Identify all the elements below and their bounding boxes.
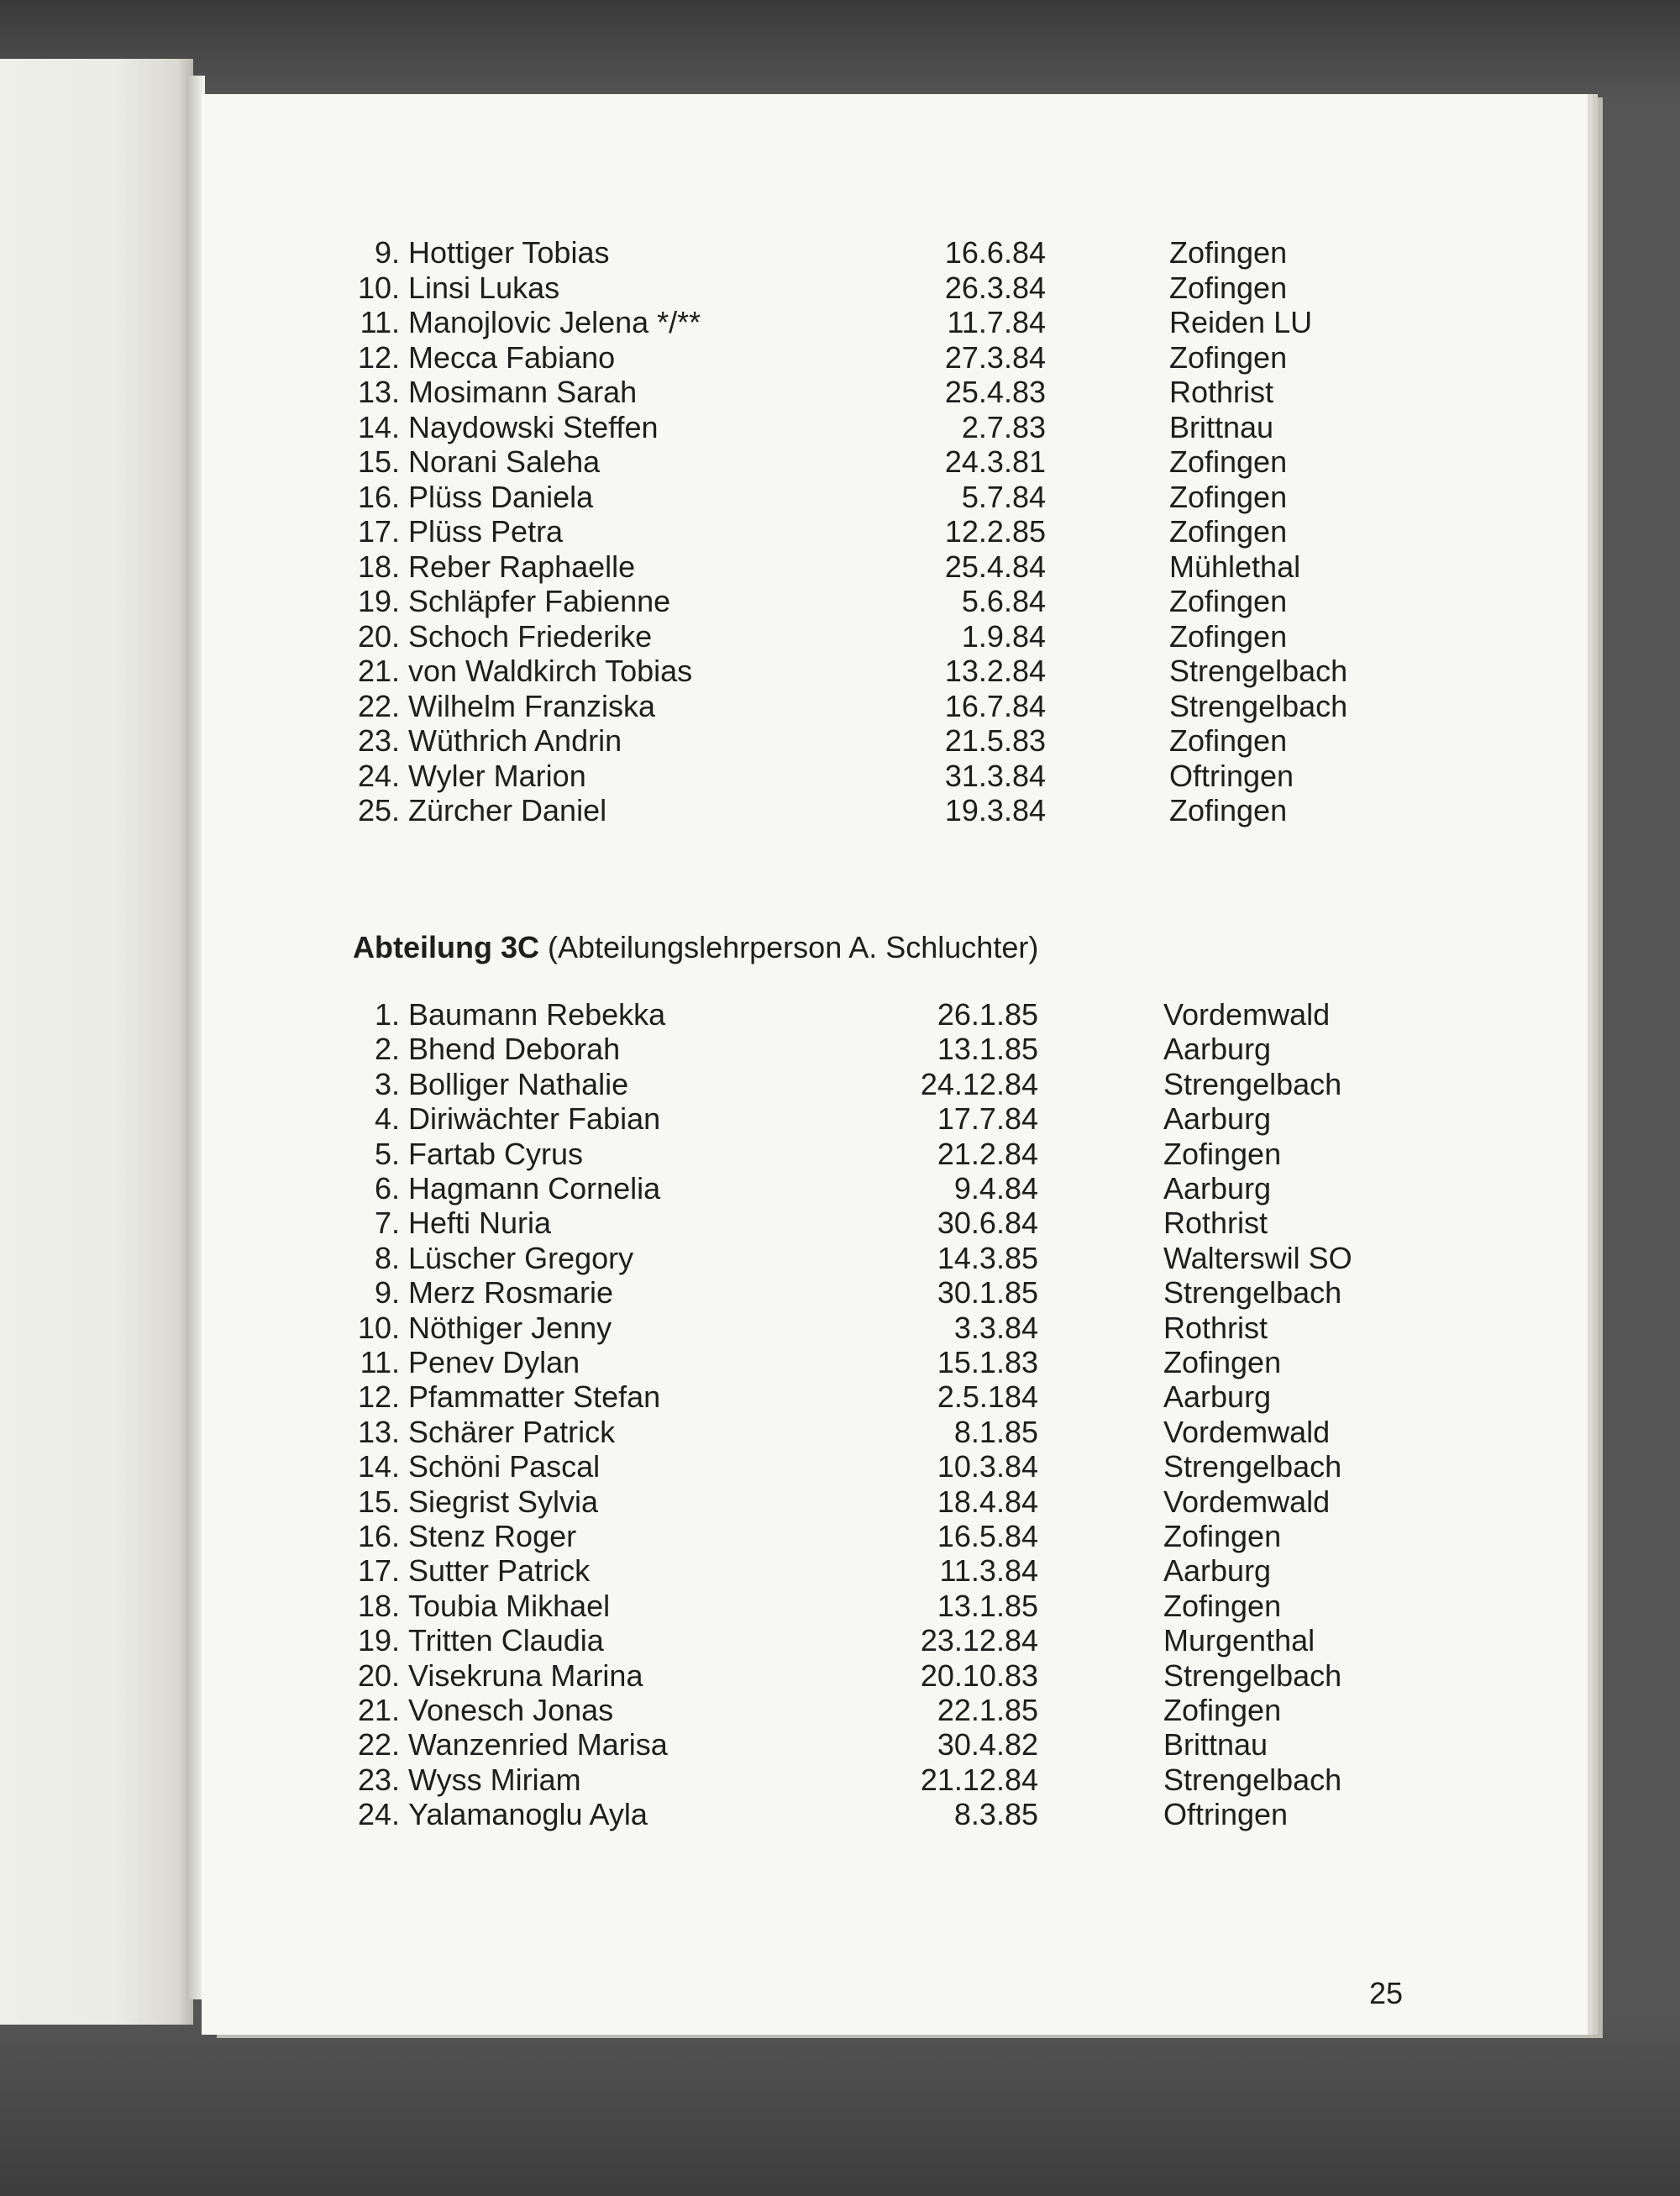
entry-number: 17. xyxy=(357,1553,400,1589)
entry-number: 15. xyxy=(357,1484,400,1519)
student-name: Linsi Lukas xyxy=(408,270,560,305)
home-town: Vordemwald xyxy=(1163,1484,1331,1519)
student-name: Bhend Deborah xyxy=(408,1032,621,1067)
list-item xyxy=(346,1484,1438,1520)
list-item xyxy=(346,1171,1438,1206)
list-item xyxy=(346,1553,1438,1589)
student-name: Hefti Nuria xyxy=(408,1206,552,1241)
entry-number: 8. xyxy=(374,1240,400,1275)
entry-number: 19. xyxy=(357,1623,400,1658)
entry-number: 10. xyxy=(357,270,400,305)
student-name: Lüscher Gregory xyxy=(408,1240,634,1275)
birth-date: 19.3.84 xyxy=(944,793,1046,827)
entry-number: 5. xyxy=(374,1136,400,1171)
home-town: Zofingen xyxy=(1169,339,1288,375)
home-town: Aarburg xyxy=(1163,1553,1272,1589)
birth-date: 8.3.85 xyxy=(953,1797,1038,1832)
list-item xyxy=(346,271,1438,306)
list-item xyxy=(346,1693,1438,1728)
entry-number: 21. xyxy=(357,654,400,688)
birth-date: 1.9.84 xyxy=(961,618,1046,654)
list-item xyxy=(346,619,1438,654)
entry-number: 16. xyxy=(357,479,400,514)
list-item xyxy=(346,235,1438,271)
list-item xyxy=(346,1623,1438,1658)
list-item xyxy=(346,759,1438,794)
home-town: Aarburg xyxy=(1163,1171,1272,1206)
entry-number: 9. xyxy=(374,235,400,270)
student-name: Vonesch Jonas xyxy=(408,1693,614,1727)
birth-date: 21.2.84 xyxy=(937,1136,1038,1171)
home-town: Rothrist xyxy=(1169,375,1274,409)
birth-date: 9.4.84 xyxy=(953,1171,1038,1206)
birth-date: 21.5.83 xyxy=(944,723,1046,758)
birth-date: 30.1.85 xyxy=(937,1275,1038,1311)
student-name: Naydowski Steffen xyxy=(408,409,659,444)
entry-number: 22. xyxy=(357,1727,400,1763)
birth-date: 15.1.83 xyxy=(937,1345,1038,1379)
student-name: Baumann Rebekka xyxy=(408,997,666,1032)
entry-number: 17. xyxy=(357,514,400,549)
entry-number: 6. xyxy=(374,1171,400,1206)
student-name: Hagmann Cornelia xyxy=(408,1171,661,1206)
birth-date: 22.1.85 xyxy=(937,1693,1038,1727)
home-town: Zofingen xyxy=(1169,793,1288,827)
student-name: Zürcher Daniel xyxy=(408,793,607,827)
birth-date: 13.2.84 xyxy=(944,654,1046,688)
list-item xyxy=(346,1311,1438,1346)
list-item xyxy=(346,480,1438,515)
entry-number: 15. xyxy=(357,444,400,479)
home-town: Zofingen xyxy=(1163,1693,1282,1727)
student-name: Wanzenried Marisa xyxy=(408,1727,668,1763)
home-town: Strengelbach xyxy=(1163,1658,1342,1693)
list-item xyxy=(346,444,1438,480)
student-name: Nöthiger Jenny xyxy=(408,1310,612,1345)
list-item xyxy=(346,1519,1438,1554)
entry-number: 19. xyxy=(357,584,400,618)
entry-number: 22. xyxy=(357,688,400,723)
entry-number: 14. xyxy=(357,1449,400,1484)
list-item xyxy=(346,410,1438,445)
list-item xyxy=(346,1101,1438,1137)
entry-number: 24. xyxy=(357,1797,400,1832)
student-name: Plüss Petra xyxy=(408,514,564,549)
student-name: Schläpfer Fabienne xyxy=(408,584,671,618)
list-item xyxy=(346,1032,1438,1067)
home-town: Zofingen xyxy=(1169,479,1288,514)
birth-date: 5.7.84 xyxy=(961,479,1046,514)
list-item xyxy=(346,1379,1438,1415)
entry-number: 2. xyxy=(374,1032,400,1067)
home-town: Strengelbach xyxy=(1163,1066,1342,1101)
entry-number: 13. xyxy=(357,1414,400,1449)
home-town: Zofingen xyxy=(1169,514,1288,549)
section-title: Abteilung 3C xyxy=(353,930,539,964)
entry-number: 20. xyxy=(357,618,400,654)
student-name: Tritten Claudia xyxy=(408,1623,604,1658)
entry-number: 23. xyxy=(357,723,400,758)
list-item xyxy=(346,1345,1438,1380)
home-town: Zofingen xyxy=(1169,444,1288,479)
list-item xyxy=(346,1763,1438,1798)
home-town: Rothrist xyxy=(1163,1206,1268,1241)
birth-date: 24.12.84 xyxy=(920,1066,1038,1101)
birth-date: 21.12.84 xyxy=(920,1762,1038,1797)
student-name: Reber Raphaelle xyxy=(408,549,636,584)
student-name: Siegrist Sylvia xyxy=(408,1484,599,1519)
student-name: Schärer Patrick xyxy=(408,1414,616,1449)
entry-number: 7. xyxy=(374,1206,400,1241)
birth-date: 2.7.83 xyxy=(961,409,1046,444)
birth-date: 16.7.84 xyxy=(944,688,1046,723)
birth-date: 31.3.84 xyxy=(944,758,1046,793)
list-item xyxy=(346,1241,1438,1276)
birth-date: 2.5.184 xyxy=(937,1379,1038,1415)
student-name: Sutter Patrick xyxy=(408,1553,591,1589)
list-item xyxy=(346,1449,1438,1484)
student-name: Plüss Daniela xyxy=(408,479,594,514)
birth-date: 24.3.81 xyxy=(944,444,1046,479)
student-name: Wyss Miriam xyxy=(408,1762,581,1797)
list-item xyxy=(346,1275,1438,1311)
list-item xyxy=(346,549,1438,585)
entry-number: 23. xyxy=(357,1762,400,1797)
list-item xyxy=(346,1797,1438,1832)
student-name: Yalamanoglu Ayla xyxy=(408,1797,648,1832)
entry-number: 18. xyxy=(357,1588,400,1623)
home-town: Oftringen xyxy=(1169,758,1294,793)
entry-number: 12. xyxy=(357,339,400,375)
entry-number: 11. xyxy=(360,1345,400,1379)
home-town: Zofingen xyxy=(1163,1136,1282,1171)
student-name: Hottiger Tobias xyxy=(408,235,610,270)
student-name: Mosimann Sarah xyxy=(408,375,638,409)
student-name: Penev Dylan xyxy=(408,1345,580,1379)
home-town: Murgenthal xyxy=(1163,1623,1315,1658)
entry-number: 18. xyxy=(357,549,400,584)
student-name: Wilhelm Franziska xyxy=(408,688,656,723)
home-town: Mühlethal xyxy=(1169,549,1301,584)
page-number: 25 xyxy=(1369,1976,1404,2010)
home-town: Zofingen xyxy=(1169,723,1288,758)
list-item xyxy=(346,1206,1438,1241)
list-item xyxy=(346,689,1438,724)
home-town: Strengelbach xyxy=(1163,1449,1342,1484)
student-name: Wüthrich Andrin xyxy=(408,723,622,758)
birth-date: 16.5.84 xyxy=(937,1519,1038,1553)
student-name: Schöni Pascal xyxy=(408,1449,601,1484)
home-town: Zofingen xyxy=(1169,584,1288,618)
home-town: Zofingen xyxy=(1169,618,1288,654)
home-town: Brittnau xyxy=(1169,409,1274,444)
section-teacher: (Abteilungslehrperson A. Schluchter) xyxy=(539,930,1039,964)
list-item xyxy=(346,305,1438,340)
home-town: Strengelbach xyxy=(1169,654,1348,688)
entry-number: 11. xyxy=(360,305,400,339)
home-town: Walterswil SO xyxy=(1163,1240,1352,1275)
student-name: Visekruna Marina xyxy=(408,1658,643,1693)
entry-number: 20. xyxy=(357,1658,400,1693)
home-town: Vordemwald xyxy=(1163,1414,1331,1449)
birth-date: 30.6.84 xyxy=(937,1206,1038,1241)
home-town: Strengelbach xyxy=(1169,688,1348,723)
birth-date: 11.7.84 xyxy=(947,305,1046,339)
birth-date: 12.2.85 xyxy=(944,514,1046,549)
entry-number: 1. xyxy=(374,997,400,1032)
entry-number: 10. xyxy=(357,1310,400,1345)
birth-date: 13.1.85 xyxy=(937,1032,1038,1067)
home-town: Zofingen xyxy=(1163,1345,1282,1379)
entry-number: 3. xyxy=(374,1066,400,1101)
home-town: Strengelbach xyxy=(1163,1275,1342,1311)
student-name: Manojlovic Jelena */** xyxy=(408,305,701,339)
birth-date: 25.4.84 xyxy=(944,549,1046,584)
entry-number: 12. xyxy=(357,1379,400,1415)
entry-number: 13. xyxy=(357,375,400,409)
list-item xyxy=(346,584,1438,619)
home-town: Vordemwald xyxy=(1163,997,1331,1032)
birth-date: 10.3.84 xyxy=(937,1449,1038,1484)
list-item xyxy=(346,723,1438,759)
student-name: Wyler Marion xyxy=(408,758,586,793)
list-item xyxy=(346,340,1438,376)
home-town: Zofingen xyxy=(1163,1519,1282,1553)
entry-number: 9. xyxy=(374,1275,400,1311)
list-item xyxy=(346,1415,1438,1450)
birth-date: 14.3.85 xyxy=(937,1240,1038,1275)
birth-date: 23.12.84 xyxy=(920,1623,1038,1658)
birth-date: 13.1.85 xyxy=(937,1588,1038,1623)
birth-date: 18.4.84 xyxy=(937,1484,1038,1519)
birth-date: 26.1.85 xyxy=(937,997,1038,1032)
list-item xyxy=(346,1727,1438,1763)
list-item xyxy=(346,1658,1438,1694)
list-item xyxy=(346,1067,1438,1102)
entry-number: 21. xyxy=(357,1693,400,1727)
home-town: Oftringen xyxy=(1163,1797,1289,1832)
birth-date: 25.4.83 xyxy=(944,375,1046,409)
entry-number: 25. xyxy=(357,793,400,827)
birth-date: 27.3.84 xyxy=(944,339,1046,375)
student-name: Merz Rosmarie xyxy=(408,1275,614,1311)
student-name: Fartab Cyrus xyxy=(408,1136,584,1171)
student-name: Pfammatter Stefan xyxy=(408,1379,661,1415)
home-town: Strengelbach xyxy=(1163,1762,1342,1797)
home-town: Zofingen xyxy=(1169,270,1288,305)
entry-number: 4. xyxy=(374,1101,400,1137)
birth-date: 17.7.84 xyxy=(937,1101,1038,1137)
entry-number: 24. xyxy=(357,758,400,793)
list-item xyxy=(346,1589,1438,1624)
student-name: Stenz Roger xyxy=(408,1519,577,1553)
list-item xyxy=(346,654,1438,689)
birth-date: 11.3.84 xyxy=(939,1553,1038,1589)
list-item xyxy=(346,375,1438,410)
student-name: Toubia Mikhael xyxy=(408,1588,611,1623)
birth-date: 20.10.83 xyxy=(920,1658,1038,1693)
home-town: Zofingen xyxy=(1169,235,1288,270)
birth-date: 8.1.85 xyxy=(953,1414,1038,1449)
home-town: Brittnau xyxy=(1163,1727,1268,1763)
home-town: Reiden LU xyxy=(1169,305,1313,339)
list-item xyxy=(346,1137,1438,1172)
birth-date: 16.6.84 xyxy=(944,235,1046,270)
student-name: Bolliger Nathalie xyxy=(408,1066,629,1101)
home-town: Aarburg xyxy=(1163,1101,1272,1137)
birth-date: 5.6.84 xyxy=(961,584,1046,618)
home-town: Aarburg xyxy=(1163,1379,1272,1415)
student-name: Norani Saleha xyxy=(408,444,601,479)
birth-date: 26.3.84 xyxy=(944,270,1046,305)
student-name: Diriwächter Fabian xyxy=(408,1101,661,1137)
list-item xyxy=(346,514,1438,549)
entry-number: 16. xyxy=(357,1519,400,1553)
student-name: von Waldkirch Tobias xyxy=(408,654,693,688)
home-town: Zofingen xyxy=(1163,1588,1282,1623)
student-name: Schoch Friederike xyxy=(408,618,653,654)
list-item xyxy=(346,997,1438,1032)
entry-number: 14. xyxy=(357,409,400,444)
birth-date: 3.3.84 xyxy=(953,1310,1038,1345)
section-heading xyxy=(353,930,1038,965)
list-item xyxy=(346,793,1438,828)
student-name: Mecca Fabiano xyxy=(408,339,616,375)
home-town: Aarburg xyxy=(1163,1032,1272,1067)
home-town: Rothrist xyxy=(1163,1310,1268,1345)
birth-date: 30.4.82 xyxy=(937,1727,1038,1763)
